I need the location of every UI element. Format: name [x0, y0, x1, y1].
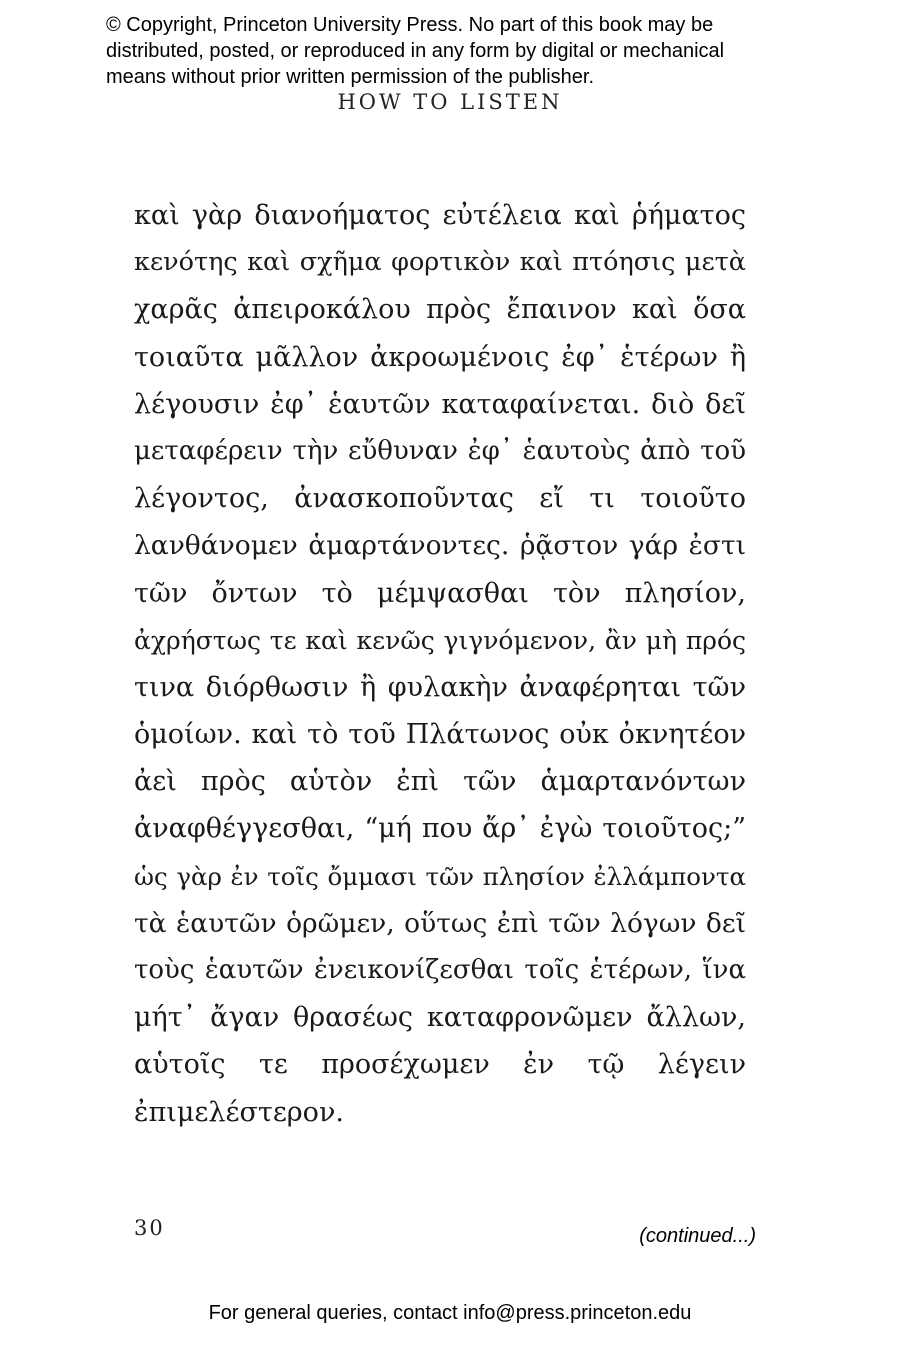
text-line: χαρᾶς ἀπειροκάλου πρὸς ἔπαινον καὶ ὅσα	[134, 294, 746, 326]
text-line: λέγουσιν ἐφ᾽ ἑαυτῶν καταφαίνεται. διὸ δεῖ	[134, 388, 746, 420]
text-line: καὶ γὰρ διανοήματος εὐτέλεια καὶ ῥήματος	[134, 200, 746, 231]
copyright-line: distributed, posted, or reproduced in any form by digital or mechanical	[106, 40, 725, 62]
text-line: τινα διόρθωσιν ἢ φυλακὴν ἀναφέρηται τῶν	[134, 671, 746, 703]
text-line: κενότης καὶ σχῆμα φορτικὸν καὶ πτόησις μετὰ	[134, 247, 746, 278]
text-line: ἀναφθέγγεσθαι, “μή που ἄρ᾽ ἐγὼ τοιοῦτος;”	[134, 813, 746, 845]
text-line: μεταφέρειν τὴν εὔθυναν ἐφ᾽ ἑαυτοὺς ἀπὸ τοῦ	[134, 435, 746, 466]
text-line: ἀεὶ πρὸς αὑτὸν ἐπὶ τῶν ἁμαρτανόντων	[134, 766, 746, 798]
text-line: ὡς γὰρ ἐν τοῖς ὄμμασι τῶν πλησίον ἐλλάμποντα	[134, 861, 746, 891]
contact-footer: For general queries, contact info@press.princeton.edu	[208, 1302, 692, 1324]
copyright-notice	[106, 12, 866, 90]
greek-body-text	[134, 192, 746, 1136]
continued-note: (continued...)	[639, 1225, 756, 1247]
text-line: τῶν ὄντων τὸ μέμψασθαι τὸν πλησίον,	[134, 577, 746, 609]
copyright-line: © Copyright, Princeton University Press. No part of this book may be	[106, 14, 714, 36]
text-line: ὁμοίων. καὶ τὸ τοῦ Πλάτωνος οὐκ ὀκνητέον	[134, 719, 746, 751]
text-line: ἀχρήστως τε καὶ κενῶς γιγνόμενον, ἂν μὴ πρός	[134, 625, 746, 655]
text-line: τοὺς ἑαυτῶν ἐνεικονίζεσθαι τοῖς ἑτέρων, ἵνα	[134, 955, 746, 985]
text-line: λέγοντος, ἀνασκοποῦντας εἴ τι τοιοῦτο	[134, 483, 746, 515]
text-line: τοιαῦτα μᾶλλον ἀκροωμένοις ἐφ᾽ ἑτέρων ἢ	[134, 341, 746, 373]
text-line: λανθάνομεν ἁμαρτάνοντες. ῥᾷστον γάρ ἐστι	[134, 530, 746, 562]
text-line: αὑτοῖς τε προσέχωμεν ἐν τῷ λέγειν	[134, 1049, 746, 1081]
running-head: HOW TO LISTEN	[337, 90, 563, 114]
copyright-line: means without prior written permission of the publisher.	[106, 66, 595, 88]
page-number: 30	[134, 1216, 165, 1240]
text-line: τὰ ἑαυτῶν ὁρῶμεν, οὕτως ἐπὶ τῶν λόγων δεῖ	[134, 907, 746, 939]
text-line: ἐπιμελέστερον.	[134, 1096, 344, 1128]
text-line: μήτ᾽ ἄγαν θρασέως καταφρονῶμεν ἄλλων,	[134, 1002, 746, 1034]
